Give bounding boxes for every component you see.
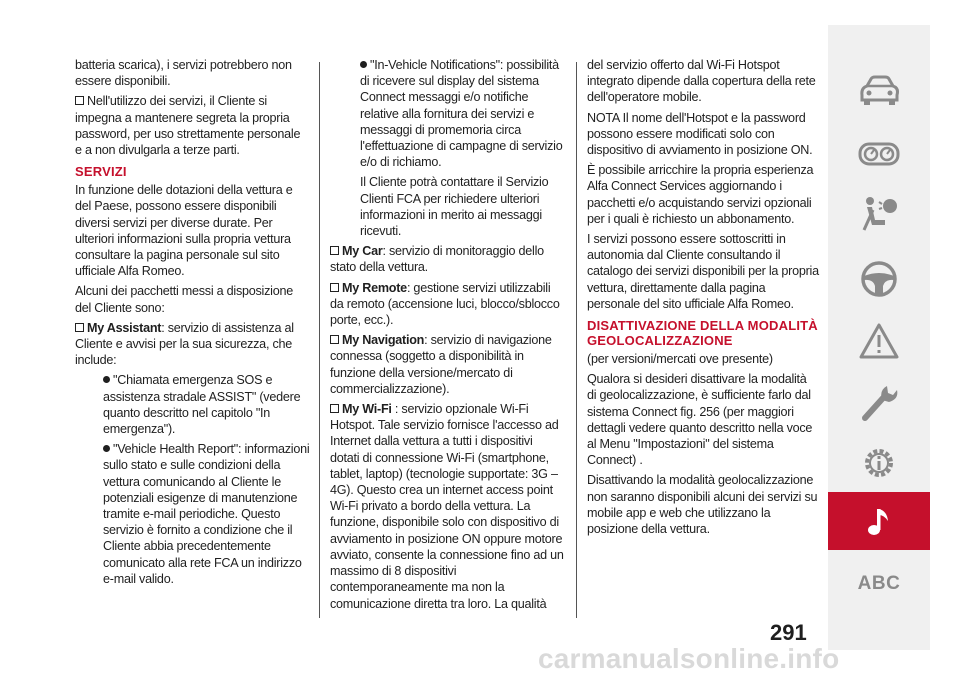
paragraph: (per versioni/mercati ove presente) xyxy=(587,352,773,367)
sidebar-item-emergency[interactable] xyxy=(828,312,930,370)
list-item-my-assistant: My Assistant: servizio di assistenza al Cliente e avvisi per la sua sicurezza, che include: xyxy=(75,320,294,368)
column-divider xyxy=(576,62,577,618)
list-item-my-wifi: My Wi-Fi : servizio opzionale Wi-Fi Hotspot. Tale servizio fornisce l'accesso ad Internet dalla vettura a tutti i dispositivi dotati di connessione Wi-Fi (smartphone, tablet, laptop) (tecnologie supportate: 3G – 4G). Questo crea un internet access point Wi-Fi privato a bordo della vettura. La funzione, disponibile solo con dispositivo di avviamento in posizione ON oppure motore avviato, consente la connessione fino ad un massimo di 8 dispositivi contemporaneamente ma non la comunicazione diretta tra loro. La qualità xyxy=(330,402,564,611)
sidebar-item-safety[interactable] xyxy=(828,185,930,243)
round-bullet-icon xyxy=(103,376,110,383)
wrench-icon xyxy=(857,382,901,422)
sidebar-item-technical-data[interactable] xyxy=(828,434,930,492)
square-bullet-icon xyxy=(75,323,84,332)
paragraph: È possibile arricchire la propria esperienza Alfa Connect Services aggiornando i pacchetti e/o acquistando servizi opzionali per i quali è richiesto un abbonamento. xyxy=(587,163,814,226)
paragraph: NOTA Il nome dell'Hotspot e la password possono essere modificati solo con dispositivo di avviamento in posizione ON. xyxy=(587,110,813,158)
watermark: carmanualsonline.info xyxy=(538,643,840,674)
sidebar-item-driving[interactable] xyxy=(828,250,930,308)
service-name: My Navigation xyxy=(342,333,425,348)
sidebar-item-vehicle[interactable] xyxy=(828,61,930,119)
round-bullet-icon xyxy=(103,445,110,452)
warning-triangle-icon xyxy=(857,321,901,361)
square-bullet-icon xyxy=(330,283,339,292)
paragraph: I servizi possono essere sottoscritti in autonomia dal Cliente consultando il catalogo dei servizi disponibili per la propria vettura, direttamente dalla pagina personale del sito ufficiale Alfa Romeo. xyxy=(587,232,819,311)
text-column-2 xyxy=(330,57,565,616)
sidebar-item-multimedia[interactable] xyxy=(828,492,930,550)
car-icon xyxy=(857,70,901,110)
steering-wheel-icon xyxy=(857,259,901,299)
service-name: My Assistant xyxy=(87,320,162,335)
index-label: ABC xyxy=(857,573,901,594)
text-column-3 xyxy=(587,57,819,541)
music-note-icon xyxy=(857,501,901,541)
list-item: "In-Vehicle Notifications": possibilità di ricevere sul display del sistema Connect messaggi e/o notifiche relative alla fornitura dei servizi e messaggi di promemoria circa l'effettuazione di campagne di servizio e/o di richiamo. xyxy=(360,58,563,170)
paragraph: Il Cliente potrà contattare il Servizio Clienti FCA per richiedere ulteriori informazioni in merito ai messaggi ricevuti. xyxy=(360,175,549,239)
service-name: My Car xyxy=(342,244,383,259)
section-heading-servizi: SERVIZI xyxy=(75,164,127,180)
section-heading-geolocalizzazione: DISATTIVAZIONE DELLA MODALITÀ GEOLOCALIZZAZIONE xyxy=(587,318,818,349)
square-bullet-paragraph: Nell'utilizzo dei servizi, il Cliente si impegna a mantenere segreta la propria password, per uso strettamente personale e a non divulgarla a terze parti. xyxy=(75,94,301,158)
sidebar-item-index[interactable] xyxy=(828,555,930,613)
square-bullet-icon xyxy=(330,335,339,344)
dashboard-gauges-icon xyxy=(857,134,901,174)
square-bullet-icon xyxy=(330,404,339,413)
round-bullet-icon xyxy=(360,61,367,68)
sidebar-item-maintenance[interactable] xyxy=(828,373,930,431)
sidebar-item-dashboard[interactable] xyxy=(828,125,930,183)
service-name: My Remote xyxy=(342,280,407,295)
page-number: 291 xyxy=(770,620,807,645)
paragraph: batteria scarica), i servizi potrebbero non essere disponibili. xyxy=(75,58,292,89)
paragraph: In funzione delle dotazioni della vettura e del Paese, possono essere disponibili diversi servizi per diverse durate. Per ulteriori informazioni sulla propria vettura consultare la pagina personale sul sito ufficiale Alfa Romeo. xyxy=(75,183,293,279)
settings-gear-icon xyxy=(857,443,901,483)
list-item-my-car: My Car: servizio di monitoraggio dello stato della vettura. xyxy=(330,244,544,275)
list-item-my-remote: My Remote: gestione servizi utilizzabili da remoto (accensione luci, blocco/sblocco porte, ecc.). xyxy=(330,280,560,328)
paragraph: del servizio offerto dal Wi-Fi Hotspot integrato dipende dalla copertura della rete dell'operatore mobile. xyxy=(587,58,816,105)
airbag-seat-icon xyxy=(857,194,901,234)
square-bullet-icon xyxy=(330,246,339,255)
text-column-1 xyxy=(75,57,310,591)
list-item-my-navigation: My Navigation: servizio di navigazione connessa (soggetto a disponibilità in funzione della versione/mercato di commercializzazione). xyxy=(330,333,552,396)
list-item: "Vehicle Health Report": informazioni sullo stato e sulle condizioni della vettura comunicando al Cliente le potenziali esigenze di manutenzione tramite e-mail periodiche. Questo servizio è fornito a condizione che il Cliente abbia precedentemente comunicato alla rete FCA un indirizzo e-mail valido. xyxy=(103,442,310,586)
service-name: My Wi-Fi xyxy=(342,402,392,417)
paragraph: Qualora si desideri disattivare la modalità di geolocalizzazione, è sufficiente farlo dal sistema Connect fig. 256 (per maggiori dettagli vedere quanto descritto nella voce al Menu "Impostazioni" del sistema Connect) . xyxy=(587,372,813,468)
list-item: "Chiamata emergenza SOS e assistenza stradale ASSIST" (vedere quanto descritto nel capitolo "In emergenza"). xyxy=(103,373,301,437)
paragraph: Disattivando la modalità geolocalizzazione non saranno disponibili alcuni dei servizi su mobile app e web che utilizzano la posizione della vettura. xyxy=(587,473,818,537)
paragraph: Alcuni dei pacchetti messi a disposizione del Cliente sono: xyxy=(75,284,293,315)
column-divider xyxy=(319,62,320,618)
square-bullet-icon xyxy=(75,96,84,105)
chapter-sidebar xyxy=(828,25,930,650)
